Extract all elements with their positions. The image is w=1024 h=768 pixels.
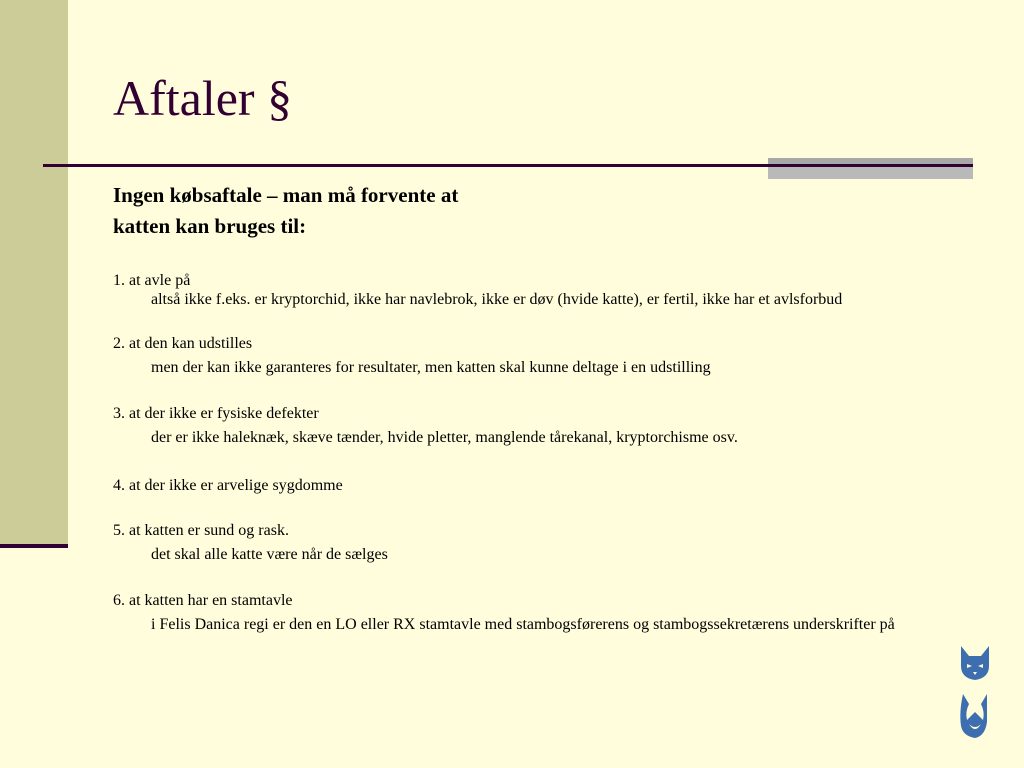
- list-item-detail: men der kan ikke garanteres for resultater, men katten skal kunne deltage i en udstilling: [151, 359, 711, 376]
- list-item-main: 3. at der ikke er fysiske defekter: [113, 405, 319, 422]
- list-item-main: 1. at avle på: [113, 272, 191, 289]
- list-item-detail: det skal alle katte være når de sælges: [151, 546, 388, 563]
- list-item-detail: altså ikke f.eks. er kryptorchid, ikke har navlebrok, ikke er døv (hvide katte), er fertil, ikke har et avlsforbud: [151, 291, 843, 308]
- list-item: [113, 476, 953, 495]
- list-item-main: 4. at der ikke er arvelige sygdomme: [113, 477, 343, 494]
- list-item: [113, 271, 953, 309]
- list-item: [113, 591, 953, 634]
- list-item-main: 2. at den kan udstilles: [113, 335, 253, 352]
- subtitle-line-2: katten kan bruges til:: [113, 214, 307, 238]
- list-item-detail: der er ikke haleknæk, skæve tænder, hvide pletter, manglende tårekanal, kryptorchisme osv.: [151, 429, 738, 446]
- left-band-rule: [0, 544, 68, 548]
- list-item-main: 6. at katten har en stamtavle: [113, 592, 293, 609]
- list-item: [113, 334, 953, 377]
- list-item-main: 5. at katten er sund og rask.: [113, 522, 289, 539]
- list-item: [113, 404, 953, 447]
- gray-accent-bar-top: [768, 158, 973, 164]
- slide-title: Aftaler §: [113, 70, 293, 126]
- list-item: [113, 521, 953, 564]
- slide-subtitle: [113, 180, 633, 242]
- gray-accent-bar-bottom: [768, 167, 973, 179]
- subtitle-line-1: Ingen købsaftale – man må forvente at: [113, 183, 459, 207]
- felis-danica-cat-logo-icon: [955, 640, 995, 742]
- list-item-detail: i Felis Danica regi er den en LO eller RX stamtavle med stambogsførerens og stambogssekretærens underskrifter på: [151, 616, 895, 633]
- left-decorative-band: [0, 0, 68, 545]
- requirements-list: [113, 271, 953, 634]
